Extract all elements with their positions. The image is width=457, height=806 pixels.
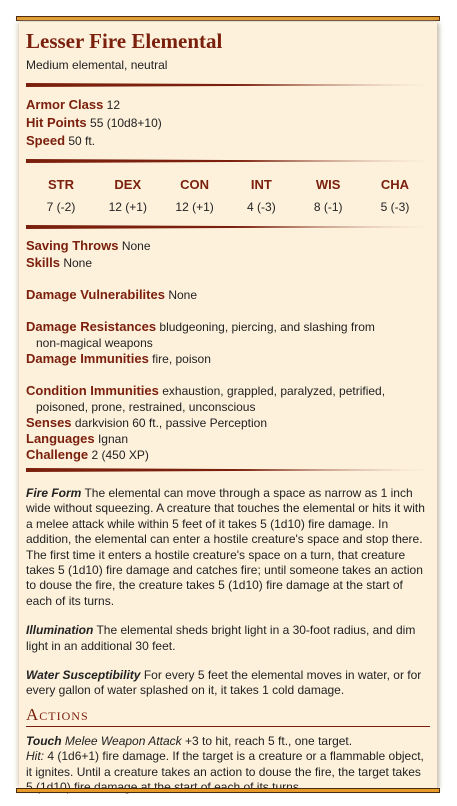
divider [26,159,430,163]
ability-int: INT 4 (-3) [247,177,276,214]
ability-str: STR 7 (-2) [46,177,76,214]
ability-dex: DEX 12 (+1) [108,177,147,214]
ability-cha: CHA 5 (-3) [380,177,410,214]
monster-meta: Medium elemental, neutral [26,58,168,72]
damage-immunities: Damage Immunities fire, poison [26,351,211,366]
monster-name: Lesser Fire Elemental [26,29,223,53]
ability-wis: WIS 8 (-1) [313,177,343,214]
stat-content [26,22,430,796]
bottom-border-bar [16,788,440,793]
actions-heading: Actions [26,704,89,724]
divider [26,225,430,229]
speed: Speed 50 ft. [26,133,96,148]
skills: Skills None [26,255,92,270]
ability-con: CON 12 (+1) [175,177,214,214]
trait-illumination: Illumination The elemental sheds bright light in a 30-foot radius, and dim light in an additional 30 feet. [26,623,416,653]
damage-vulnerabilities: Damage Vulnerabilites None [26,287,197,302]
languages: Languages Ignan [26,431,128,446]
saving-throws: Saving Throws None [26,238,151,253]
divider [26,83,430,87]
top-border-bar [16,16,440,21]
actions-underline [26,726,430,727]
stat-card [19,22,437,788]
trait-water-susceptibility: Water Susceptibility For every 5 feet the elemental moves in water, or for every gallon of water splashed on it, it takes 1 cold damage. [26,668,422,698]
armor-class: Armor Class 12 [26,97,121,112]
divider [26,468,430,472]
hit-points: Hit Points 55 (10d8+10) [26,115,162,130]
ability-scores [26,177,430,215]
properties-section [26,238,430,463]
damage-resistances: Damage Resistances bludgeoning, piercing, and slashing from non-magical weapons [26,319,375,350]
trait-fire-form: Fire Form The elemental can move through a space as narrow as 1 inch wide without squeezing. A creature that touches the elemental or hits it with a melee attack while within 5 feet of it takes 5 (1d10) fire damage. In addition, the elemental can enter a hostile creature's space and stop there. The first time it enters a hostile creature's space on a turn, that creature takes 5 (1d10) fire damage and catches fire; until someone takes an action to douse the fire, the creature takes 5 (1d10) fire damage at the start of each of its turns. [26,486,425,608]
action-touch: Touch Melee Weapon Attack +3 to hit, reach 5 ft., one target. Hit: 4 (1d6+1) fire damage. If the target is a creature or a flammable object, it ignites. Until a creature takes an action to douse the fire, the target takes [26,733,424,779]
challenge: Challenge 2 (450 XP) [26,447,149,462]
condition-immunities: Condition Immunities exhaustion, grappled, paralyzed, petrified, poisoned, prone, restrained, unconscious [26,383,386,414]
defense-section [26,97,430,149]
senses: Senses darkvision 60 ft., passive Perception [26,415,267,430]
